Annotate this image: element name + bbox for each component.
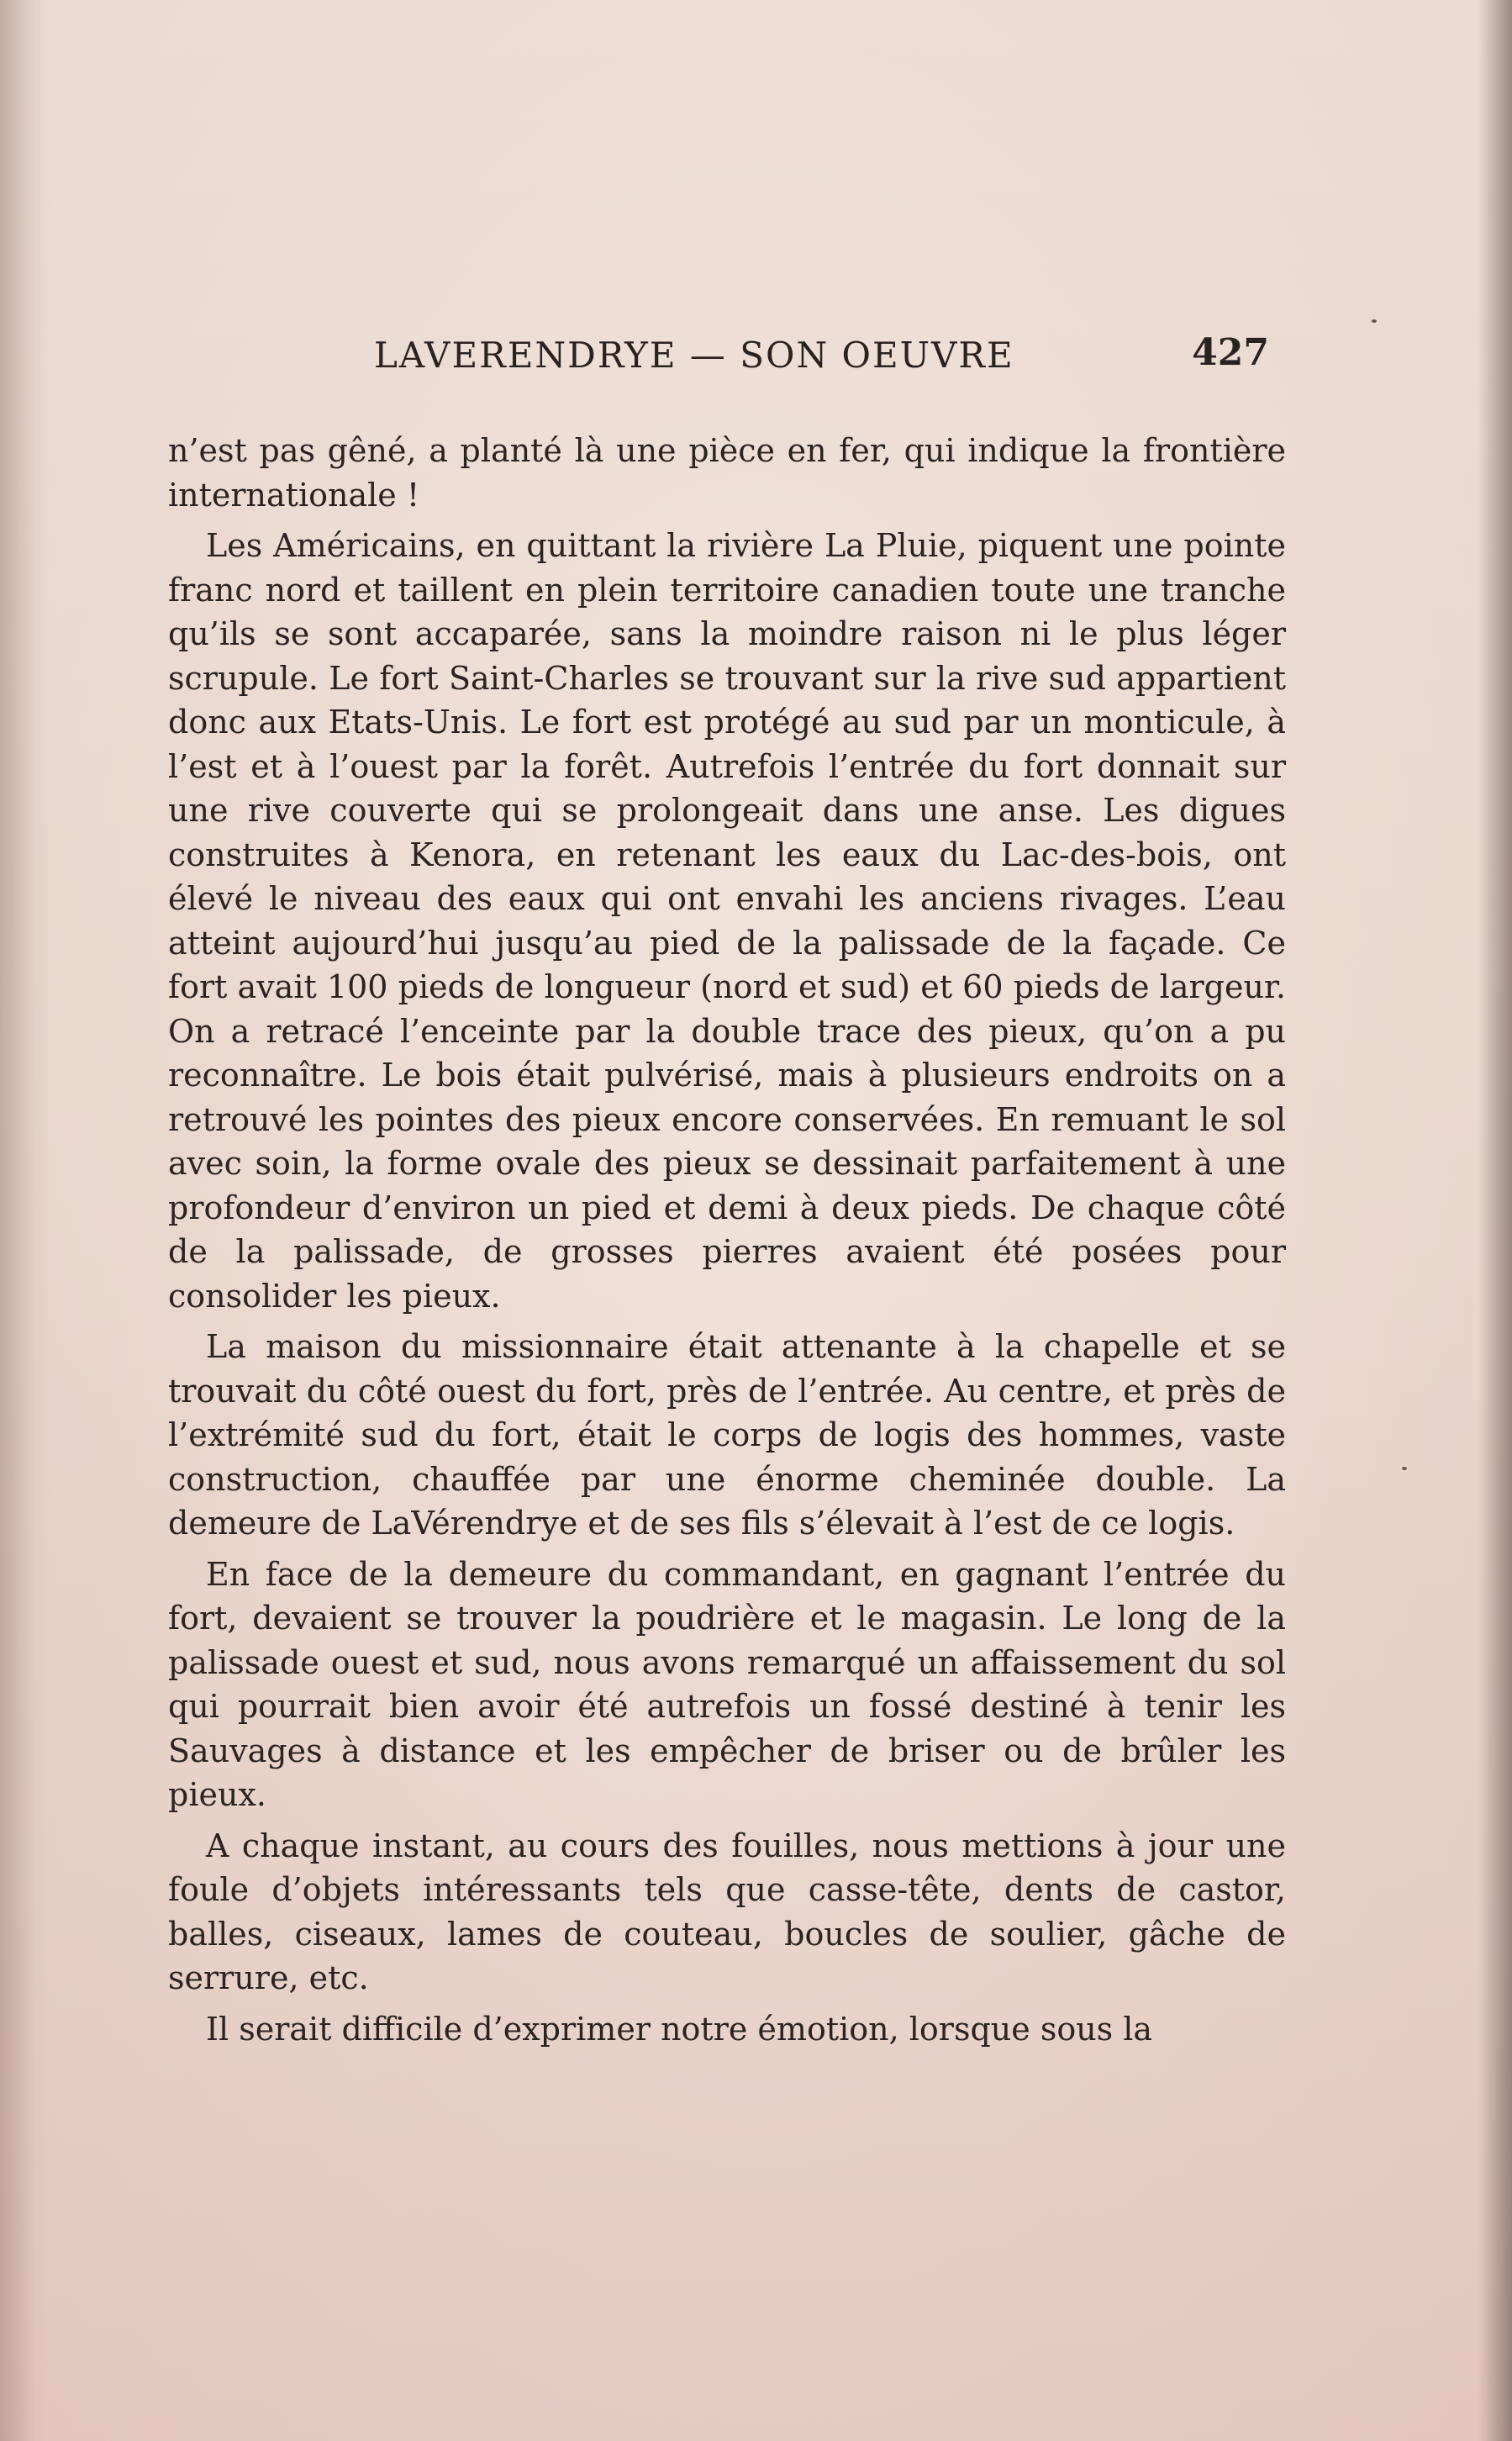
body-text [168, 429, 1286, 2058]
paragraph: Il serait difficile d’exprimer notre émotion, lorsque sous la [206, 2010, 1153, 2048]
paragraph: n’est pas gêné, a planté là une pièce en fer, qui indique la frontière internationale ! [168, 432, 1286, 514]
paragraph: Les Américains, en quittant la rivière La Pluie, piquent une pointe franc nord et taillent en plein territoire canadien toute une tranche qu’ils se sont accaparée, sans la moindre raison ni le plus léger scrupule. Le fort Saint-Charles se trouvant sur la rive sud appartient donc aux Etats-Unis. Le fort est protégé au sud par un monticule, à l’est et à l’ouest par la forêt. Autrefois l’entrée du fort donnait sur une rive couverte qui se prolongeait dans une anse. Les digues construites à Kenora, en retenant les eaux du Lac-des-bois, ont élevé le niveau des eaux qui ont envahi les anciens rivages. L’eau atteint aujourd’hui jusqu’au pied de la palissade de la façade. Ce fort avait 100 pieds de longueur (nord et sud) et 60 pieds de largeur. On a retracé l’enceinte par la double trace des pieux, qu’on a pu reconnaître. Le bois était pulvérisé, mais à plusieurs endroits on a retrouvé les pointes des pieux encore conservées. En remuant le sol avec soin, la forme ovale des pieux se dessinait parfaitement à une profondeur d’environ un pied et demi à deux pieds. De chaque côté de la palissade, de grosses pierres avaient été posées pour consolider les pieux. [168, 527, 1286, 1315]
running-title: LAVERENDRYE — SON OEUVRE [374, 335, 1014, 376]
paper-speck [1372, 319, 1377, 323]
page-edge-shadow [1478, 0, 1512, 2441]
paragraph: La maison du missionnaire était attenante à la chapelle et se trouvait du côté ouest du fort, près de l’entrée. Au centre, et près de l’extrémité sud du fort, était le corps de logis des hommes, vaste construction, chauffée par une énorme cheminée double. La demeure de LaVérendrye et de ses fils s’élevait à l’est de ce logis. [168, 1328, 1286, 1542]
paragraph: En face de la demeure du commandant, en gagnant l’entrée du fort, devaient se trouver la poudrière et le magasin. Le long de la palissade ouest et sud, nous avons remarqué un affaissement du sol qui pourrait bien avoir été autrefois un fossé destiné à tenir les Sauvages à distance et les empêcher de briser ou de brûler les pieux. [168, 1555, 1286, 1813]
paper-speck [1402, 1467, 1407, 1470]
page-gutter-shadow [0, 0, 50, 2441]
running-head [168, 331, 1269, 393]
paragraph: A chaque instant, au cours des fouilles, nous mettions à jour une foule d’objets intéressants tels que casse-tête, dents de castor, balles, ciseaux, lames de couteau, boucles de soulier, gâche de serrure, etc. [168, 1827, 1286, 1996]
page-number: 427 [1192, 331, 1269, 374]
